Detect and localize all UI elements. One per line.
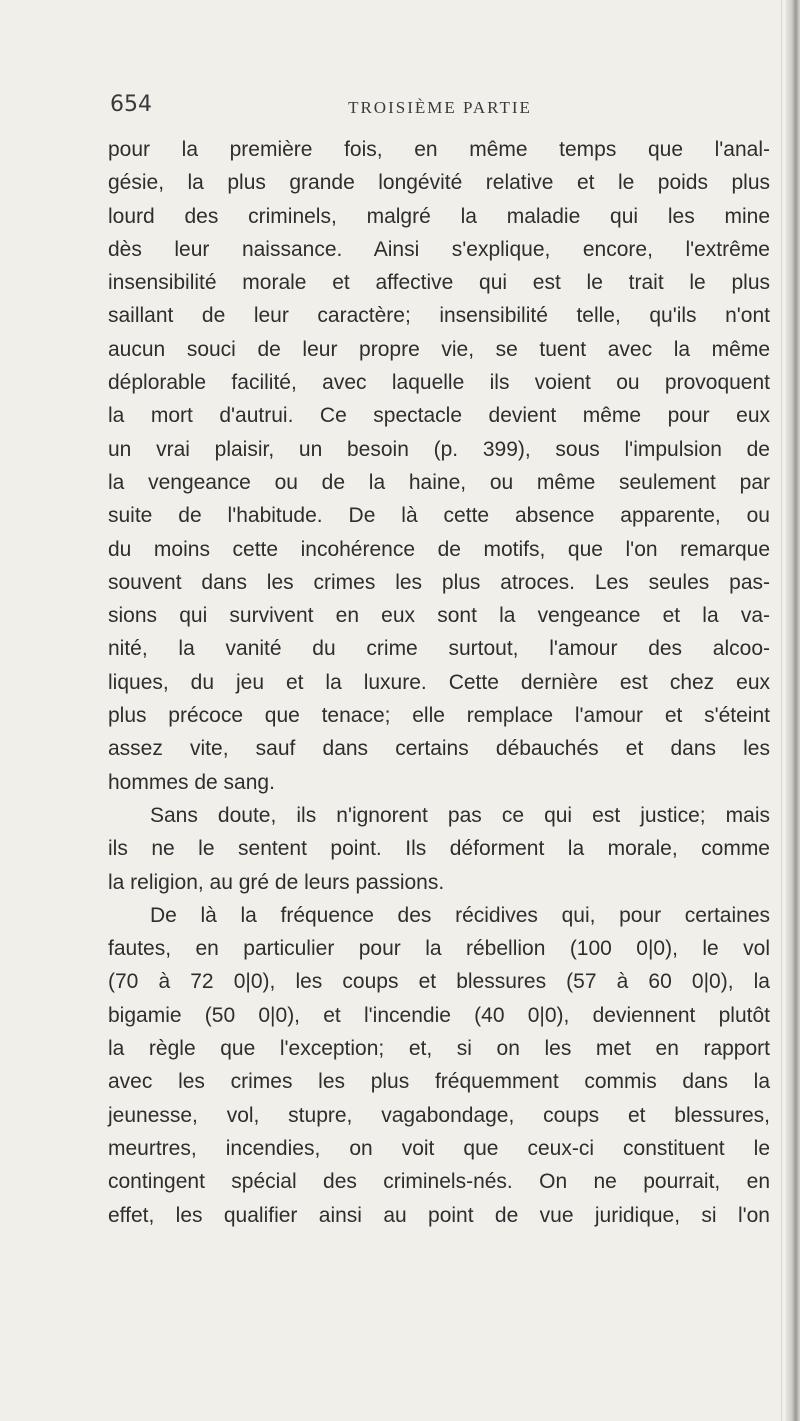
text-line: insensibilité morale et affective qui est le trait le plus: [108, 271, 770, 295]
text-line: plus précoce que tenace; elle remplace l'amour et s'éteint: [108, 704, 770, 728]
text-line: pour la première fois, en même temps que l'anal-: [108, 138, 770, 161]
text-line: souvent dans les crimes les plus atroces. Les seules pas-: [108, 570, 770, 594]
text-line: nité, la vanité du crime surtout, l'amour des alcoo-: [108, 637, 770, 661]
page-edge: [786, 0, 800, 1421]
text-line: ils ne le sentent point. Ils déforment la morale, comme: [108, 837, 770, 861]
text-line: la religion, au gré de leurs passions.: [108, 870, 445, 894]
text-line: hommes de sang.: [108, 770, 275, 794]
text-line: bigamie (50 0|0), et l'incendie (40 0|0), deviennent plutôt: [108, 1003, 770, 1027]
text-line: meurtres, incendies, on voit que ceux-ci constituent le: [108, 1136, 770, 1160]
text-line: contingent spécial des criminels-nés. On ne pourrait, en: [108, 1170, 770, 1194]
body-text: [108, 133, 770, 1232]
page-header: [110, 92, 770, 128]
text-line: avec les crimes les plus fréquemment commis dans la: [108, 1070, 770, 1094]
text-line: du moins cette incohérence de motifs, que l'on remarque: [108, 537, 770, 561]
text-line: dès leur naissance. Ainsi s'explique, encore, l'extrême: [108, 237, 770, 261]
text-line: lourd des criminels, malgré la maladie qui les mine: [108, 204, 770, 228]
text-line: saillant de leur caractère; insensibilité telle, qu'ils n'ont: [108, 304, 770, 328]
text-line: effet, les qualifier ainsi au point de vue juridique, si l'on: [108, 1203, 770, 1227]
text-line: gésie, la plus grande longévité relative et le poids plus: [108, 171, 770, 195]
text-line: la règle que l'exception; et, si on les met en rapport: [108, 1037, 770, 1061]
text-line: (70 à 72 0|0), les coups et blessures (57 à 60 0|0), la: [108, 970, 770, 994]
text-line: la mort d'autrui. Ce spectacle devient même pour eux: [108, 404, 770, 428]
page-edge-line: [781, 0, 782, 1421]
text-line: suite de l'habitude. De là cette absence apparente, ou: [108, 504, 770, 528]
text-line: fautes, en particulier pour la rébellion (100 0|0), le vol: [108, 937, 770, 961]
text-line: liques, du jeu et la luxure. Cette dernière est chez eux: [108, 670, 770, 694]
running-head: TROISIÈME PARTIE: [348, 98, 532, 117]
text-line: Sans doute, ils n'ignorent pas ce qui est justice; mais: [150, 803, 770, 827]
text-line: sions qui survivent en eux sont la vengeance et la va-: [108, 604, 770, 628]
text-line: aucun souci de leur propre vie, se tuent avec la même: [108, 337, 770, 361]
text-line: jeunesse, vol, stupre, vagabondage, coups et blessures,: [108, 1103, 770, 1127]
text-line: assez vite, sauf dans certains débauchés et dans les: [108, 737, 770, 761]
page-number: 654: [110, 92, 152, 117]
text-line: un vrai plaisir, un besoin (p. 399), sous l'impulsion de: [108, 437, 770, 461]
text-line: la vengeance ou de la haine, ou même seulement par: [108, 470, 770, 494]
text-line: déplorable facilité, avec laquelle ils voient ou provoquent: [108, 371, 770, 395]
text-line: De là la fréquence des récidives qui, pour certaines: [150, 903, 770, 927]
